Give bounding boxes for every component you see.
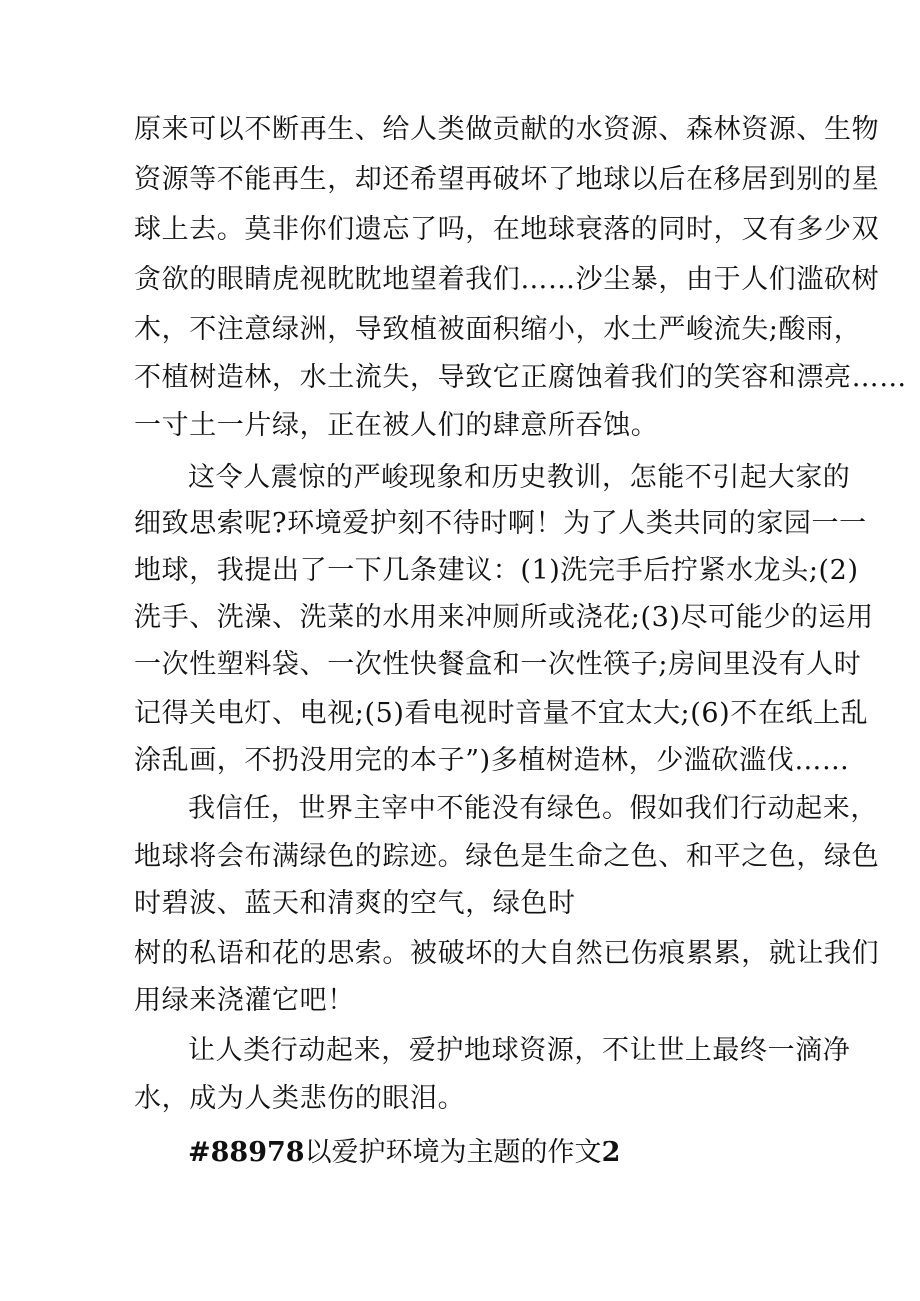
paragraph-3-line-2: 地球将会布满绿色的踪迹。绿色是生命之色、和平之色，绿色 xyxy=(134,841,880,872)
paragraph-2-line-6: 记得关电灯、电视;(5)看电视时音量不宜太大;(6)不在纸上乱 xyxy=(134,698,869,729)
paragraph-4-line-1: 让人类行动起来，爱护地球资源，不让世上最终一滴净 xyxy=(188,1035,851,1066)
paragraph-1-line-6: 不植树造林，水土流失，导致它正腐蚀着我们的笑容和漂亮…… xyxy=(134,362,907,393)
paragraph-2-line-7: 涂乱画，不扔没用完的本子”)多植树造林，少滥砍滥伐…… xyxy=(134,745,850,776)
paragraph-1-line-2: 资源等不能再生，却还希望再破坏了地球以后在移居到别的星 xyxy=(134,164,880,195)
paragraph-1-line-1: 原来可以不断再生、给人类做贡献的水资源、森林资源、生物 xyxy=(134,114,880,145)
paragraph-1-line-3: 球上去。莫非你们遗忘了吗，在地球衰落的同时，又有多少双 xyxy=(134,214,880,245)
paragraph-2-line-3: 地球，我提出了一下几条建议：(1)洗完手后拧紧水龙头;(2) xyxy=(134,555,859,586)
paragraph-3-line-4: 树的私语和花的思索。被破坏的大自然已伤痕累累，就让我们 xyxy=(134,938,880,969)
paragraph-3-line-5: 用绿来浇灌它吧！ xyxy=(134,985,355,1016)
paragraph-3-line-3: 时碧波、蓝天和清爽的空气，绿色时 xyxy=(134,888,576,919)
paragraph-2-line-5: 一次性塑料袋、一次性快餐盒和一次性筷子;房间里没有人时 xyxy=(134,649,862,680)
paragraph-1-line-4: 贪欲的眼睛虎视眈眈地望着我们……沙尘暴，由于人们滥砍树 xyxy=(134,264,880,295)
heading-suffix: 2 xyxy=(601,1137,621,1168)
paragraph-1-line-5: 木，不注意绿洲，导致植被面积缩小，水土严峻流失;酸雨， xyxy=(134,314,862,345)
section-heading xyxy=(188,1136,620,1170)
paragraph-2-line-4: 洗手、洗澡、洗菜的水用来冲厕所或浇花;(3)尽可能少的运用 xyxy=(134,602,874,633)
paragraph-2-line-2: 细致思索呢?环境爱护刻不待时啊！为了人类共同的家园一一 xyxy=(134,508,867,539)
paragraph-4-line-2: 水，成为人类悲伤的眼泪。 xyxy=(134,1083,466,1114)
heading-prefix: #88978 xyxy=(188,1137,305,1168)
paragraph-1-line-7: 一寸土一片绿，正在被人们的肆意所吞蚀。 xyxy=(134,410,659,441)
heading-title: 以爱护环境为主题的作文 xyxy=(304,1137,602,1168)
paragraph-2-line-1: 这令人震惊的严峻现象和历史教训，怎能不引起大家的 xyxy=(188,462,851,493)
paragraph-3-line-1: 我信任，世界主宰中不能没有绿色。假如我们行动起来， xyxy=(188,793,878,824)
